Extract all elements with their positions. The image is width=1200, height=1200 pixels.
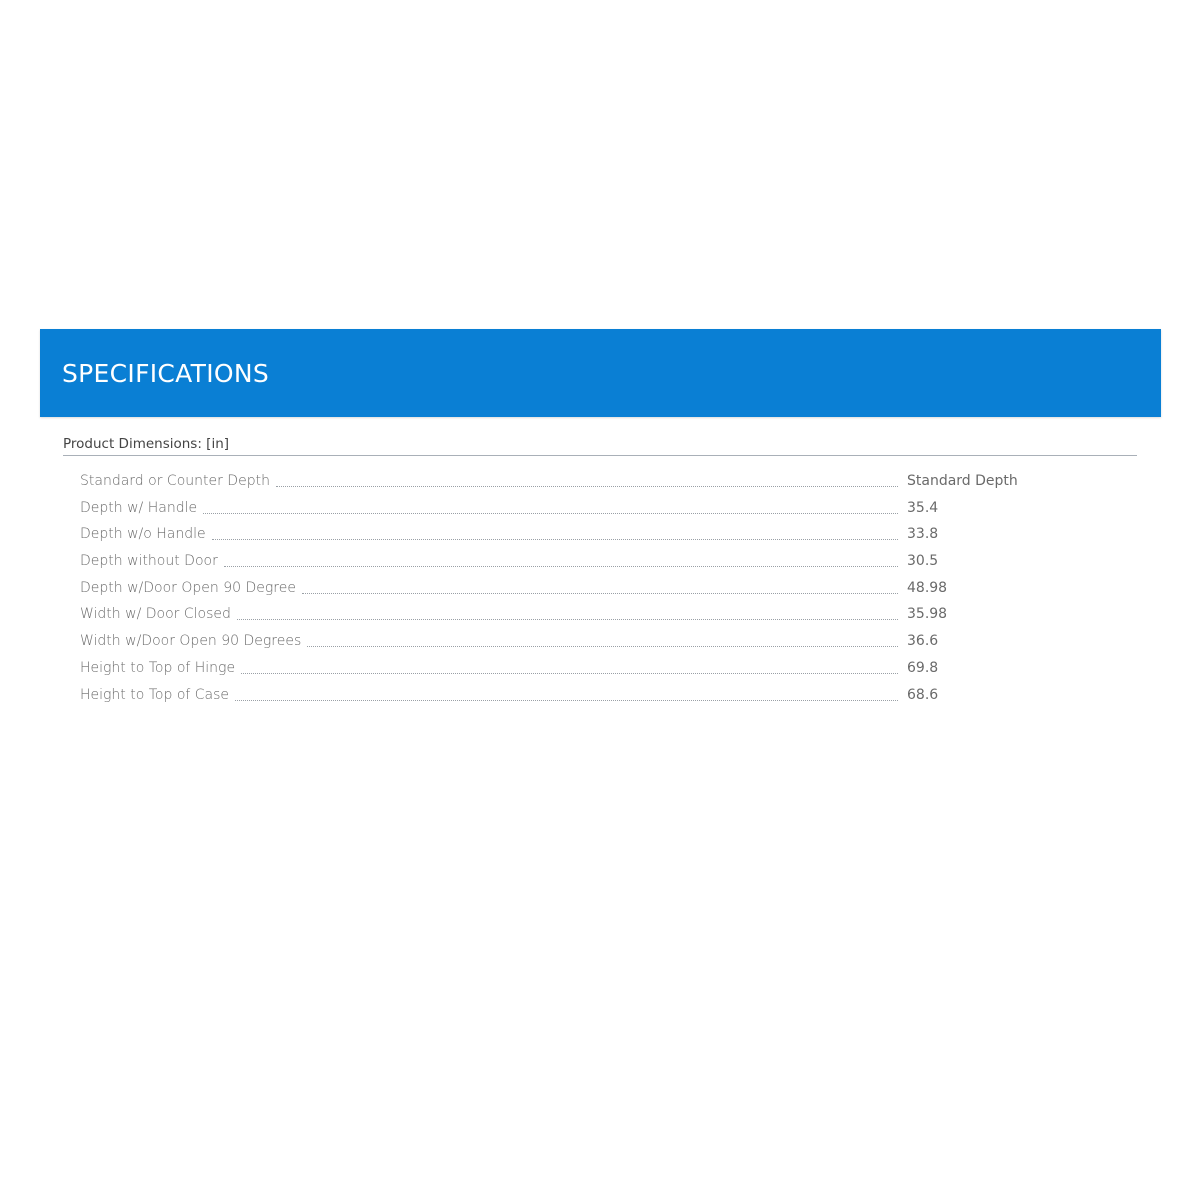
spec-value: 68.6 — [907, 686, 939, 703]
dotted-leader — [224, 566, 898, 567]
spec-label: Height to Top of Case — [80, 686, 230, 703]
spec-label: Standard or Counter Depth — [80, 473, 270, 489]
dotted-leader — [237, 619, 898, 620]
spec-row — [80, 577, 1080, 604]
spec-label: Depth without Door — [80, 553, 218, 570]
spec-value: 48.98 — [907, 579, 948, 596]
section-heading: Product Dimensions: [in] — [63, 436, 230, 452]
spec-label: Depth w/ Handle — [80, 499, 198, 516]
spec-list — [80, 470, 1080, 710]
dotted-leader — [212, 539, 898, 540]
spec-row — [80, 630, 1080, 657]
spec-row — [80, 523, 1080, 550]
spec-value: 35.4 — [907, 499, 939, 516]
spec-label: Height to Top of Hinge — [80, 659, 236, 676]
spec-value: 36.6 — [907, 633, 939, 650]
dotted-leader — [235, 700, 898, 701]
spec-row — [80, 550, 1080, 577]
specifications-banner — [40, 329, 1161, 417]
spec-label: Depth w/Door Open 90 Degree — [80, 579, 296, 596]
spec-value: Standard Depth — [907, 473, 1018, 489]
spec-value: 30.5 — [907, 553, 939, 570]
spec-label: Depth w/o Handle — [80, 526, 206, 543]
spec-value: 33.8 — [907, 526, 939, 543]
spec-row — [80, 470, 1080, 497]
spec-label: Width w/Door Open 90 Degrees — [80, 633, 302, 650]
dotted-leader — [307, 646, 898, 647]
spec-value: 35.98 — [907, 606, 948, 623]
spec-row — [80, 657, 1080, 684]
spec-row — [80, 603, 1080, 630]
spec-row — [80, 497, 1080, 524]
dotted-leader — [276, 486, 898, 487]
spec-label: Width w/ Door Closed — [80, 606, 231, 623]
dotted-leader — [241, 673, 898, 674]
banner-title: SPECIFICATIONS — [62, 359, 270, 388]
spec-value: 69.8 — [907, 659, 939, 676]
spec-row — [80, 684, 1080, 711]
dotted-leader — [203, 513, 898, 514]
section-divider — [63, 455, 1137, 456]
dotted-leader — [302, 593, 898, 594]
